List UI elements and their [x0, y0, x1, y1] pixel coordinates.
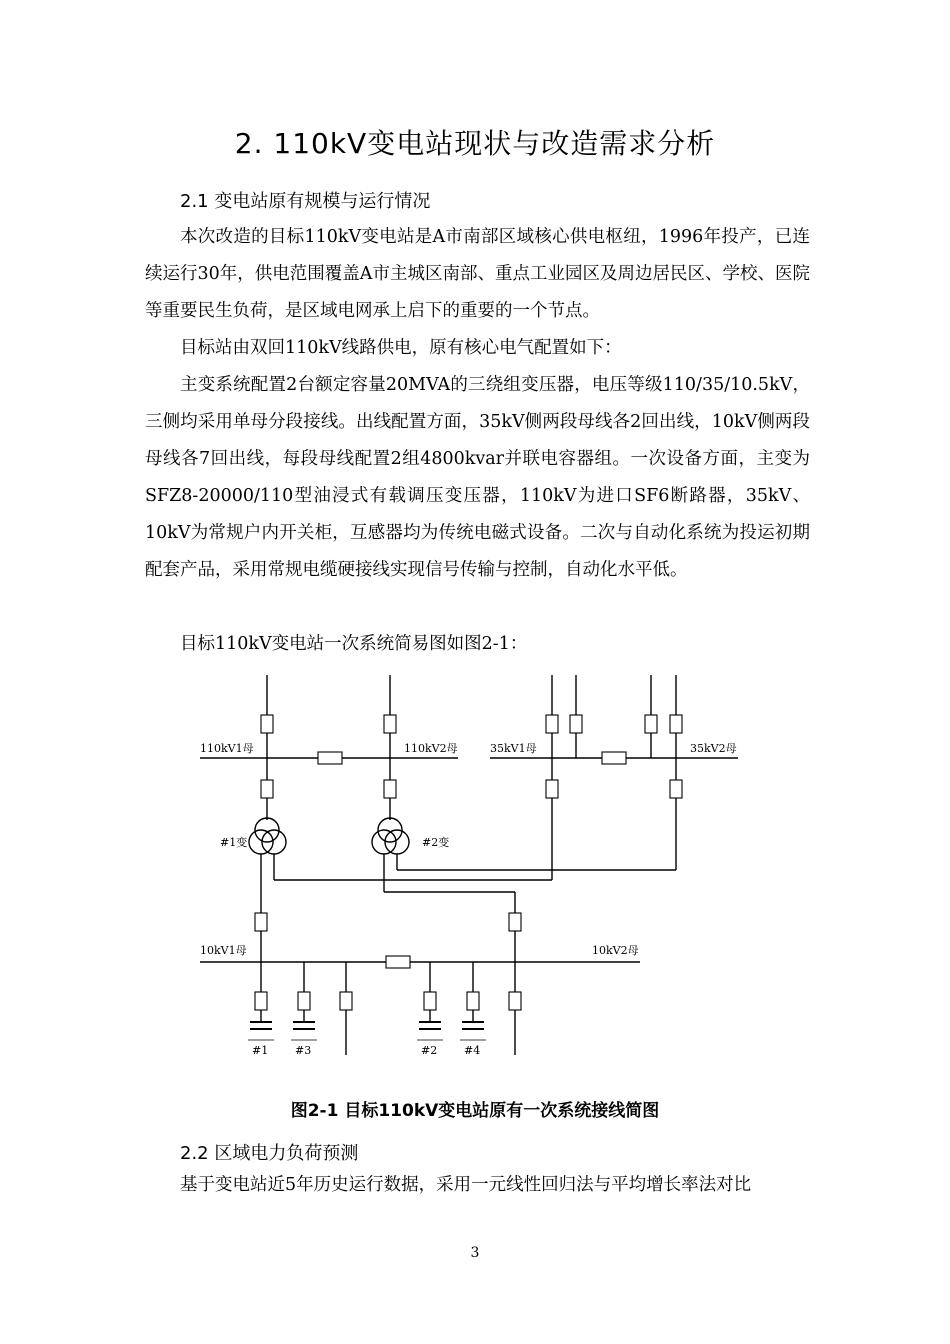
paragraph-overview: 本次改造的目标110kV变电站是A市南部区域核心供电枢纽，1996年投产，已连续运行30年，供电范围覆盖A市主城区南部、重点工业园区及周边居民区、学校、医院等重要民生负荷，是区域电网承上启下的重要的一个节点。 — [145, 227, 810, 321]
breaker — [509, 992, 521, 1010]
bus-110kv-2-label: 110kV2母 — [404, 742, 458, 755]
bus-tie-breaker — [602, 752, 626, 764]
bus-35kv-1-label: 35kV1母 — [490, 742, 537, 755]
page-title: 2. 110kV变电站现状与改造需求分析 — [234, 127, 716, 160]
breaker — [384, 715, 396, 733]
capacitor-2-label: #2 — [421, 1044, 438, 1057]
bus-10kv-1-label: 10kV1母 — [200, 944, 247, 957]
transformer-1-label: #1变 — [220, 836, 248, 849]
bus-110kv-1-label: 110kV1母 — [200, 742, 254, 755]
breaker — [424, 992, 436, 1010]
breaker — [384, 780, 396, 798]
section-heading-2-1: 2.1 变电站原有规模与运行情况 — [180, 191, 431, 212]
breaker — [261, 780, 273, 798]
bus-tie-breaker — [386, 956, 410, 968]
figure-caption: 图2-1 目标110kV变电站原有一次系统接线简图 — [290, 1101, 660, 1121]
single-line-diagram — [190, 670, 760, 1070]
breaker — [298, 992, 310, 1010]
breaker — [509, 913, 521, 931]
breaker — [255, 913, 267, 931]
breaker — [670, 715, 682, 733]
section-heading-2-2: 2.2 区域电力负荷预测 — [180, 1143, 359, 1164]
paragraph-supply: 目标站由双回110kV线路供电，原有核心电气配置如下： — [180, 338, 622, 358]
bus-tie-breaker — [318, 752, 342, 764]
breaker — [261, 715, 273, 733]
breaker — [255, 992, 267, 1010]
breaker — [340, 992, 352, 1010]
breaker — [570, 715, 582, 733]
breaker — [546, 780, 558, 798]
paragraph-figure-intro: 目标110kV变电站一次系统简易图如图2-1： — [180, 634, 528, 654]
capacitor-1-label: #1 — [252, 1044, 269, 1057]
breaker — [546, 715, 558, 733]
page-number: 3 — [470, 1245, 480, 1261]
paragraph-load-forecast: 基于变电站近5年历史运行数据，采用一元线性回归法与平均增长率法对比 — [180, 1175, 752, 1195]
bus-10kv-2-label: 10kV2母 — [592, 944, 639, 957]
transformer-2-label: #2变 — [422, 836, 450, 849]
breaker — [645, 715, 657, 733]
capacitor-3-label: #3 — [295, 1044, 312, 1057]
capacitor-4-label: #4 — [464, 1044, 481, 1057]
bus-35kv-2-label: 35kV2母 — [690, 742, 737, 755]
breaker — [670, 780, 682, 798]
paragraph-configuration: 主变系统配置2台额定容量20MVA的三绕组变压器，电压等级110/35/10.5kV，三侧均采用单母分段接线。出线配置方面，35kV侧两段母线各2回出线，10kV侧两段母线各7回出线，每段母线配置2组4800kvar并联电容器组。一次设备方面，主变为SFZ8-20000/110型油浸式有载调压变压器，110kV为进口SF6断路器，35kV、10kV为常规户内开关柜，互感器均为传统电磁式设备。二次与自动化系统为投运初期配套产品，采用常规电缆硬接线实现信号传输与控制，自动化水平低。 — [145, 375, 810, 580]
breaker — [467, 992, 479, 1010]
